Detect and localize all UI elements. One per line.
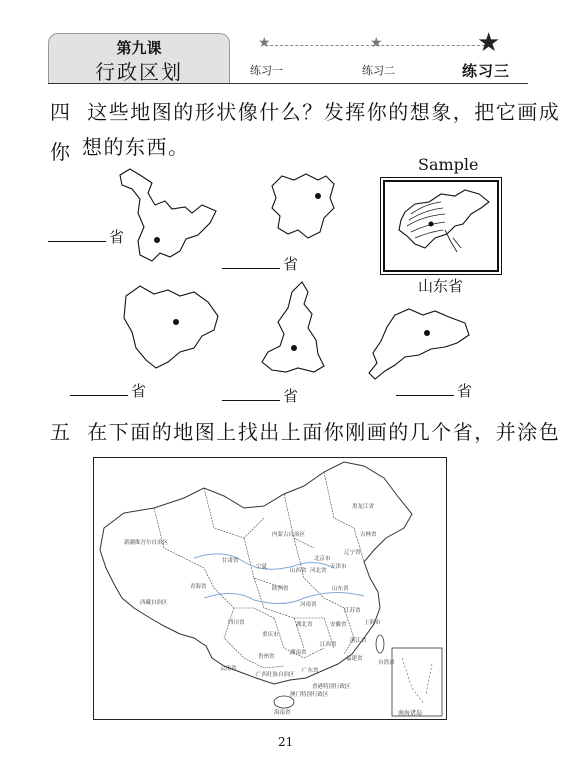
lesson-tab (48, 33, 230, 84)
question-5-text: 在下面的地图上找出上面你刚画的几个省，并涂色 (87, 420, 561, 444)
header-underline (48, 83, 528, 84)
map-label: 河北省 (310, 568, 327, 574)
map-label: 贵州省 (258, 654, 275, 660)
map-label: 青海省 (190, 584, 207, 590)
map-label: 台湾省 (378, 660, 395, 666)
sample-label: Sample (418, 155, 479, 174)
map-label: 澳门特别行政区 (290, 692, 329, 698)
map-label: 河南省 (300, 602, 317, 608)
map-label: 云南省 (220, 666, 237, 672)
map-label: 内蒙古自治区 (272, 532, 306, 538)
map-label: 湖北省 (296, 622, 313, 628)
star-current-icon: ★ (477, 28, 501, 58)
map-label: 宁夏 (256, 564, 268, 570)
question-4-number: 四 (50, 100, 72, 124)
lesson-number: 第九课 (116, 39, 162, 57)
province-outline-heilongjiang (110, 165, 220, 265)
map-label: 四川省 (228, 620, 245, 626)
map-label: 山东省 (332, 586, 349, 592)
map-label: 山西省 (290, 568, 307, 574)
star-icon: ★ (370, 35, 383, 51)
question-5-number: 五 (50, 420, 72, 444)
map-label: 甘肃省 (222, 558, 239, 564)
map-label: 西藏自治区 (140, 600, 168, 606)
lesson-title: 行政区划 (95, 60, 183, 84)
china-map (93, 457, 447, 720)
map-label: 福建省 (346, 656, 363, 662)
question-4-text: 这些地图的形状像什么？发挥你的想象，把它画成你 (50, 100, 561, 164)
province-outline-guangdong (365, 305, 475, 385)
star-icon: ★ (258, 35, 271, 51)
answer-blank[interactable]: 省 (222, 253, 298, 274)
map-label: 浙江省 (350, 638, 367, 644)
province-outline-shaanxi (258, 278, 328, 378)
exercise-3-label: 练习三 (462, 62, 511, 80)
map-inset-label: 南海诸岛 (398, 710, 423, 717)
map-label: 新疆维吾尔自治区 (124, 540, 169, 546)
map-label: 广东省 (302, 668, 319, 674)
answer-blank[interactable]: 省 (48, 226, 124, 247)
map-label: 北京市 (314, 556, 331, 562)
map-label: 上海市 (364, 620, 381, 626)
map-label: 天津市 (330, 564, 347, 570)
map-label: 广西壮族自治区 (256, 672, 295, 678)
map-label: 辽宁省 (344, 550, 361, 556)
map-label: 黑龙江省 (352, 504, 375, 510)
map-label: 安徽省 (330, 622, 347, 628)
question-5-line (50, 412, 560, 452)
sample-box (383, 180, 499, 272)
question-4-line2: 想的东西。 (82, 135, 190, 159)
province-outline-jilin (268, 172, 338, 242)
map-label: 江苏省 (344, 608, 361, 614)
map-label: 湖南省 (290, 650, 307, 656)
answer-blank[interactable]: 省 (222, 385, 298, 406)
map-label: 海南省 (274, 710, 291, 716)
map-label: 陕西省 (272, 586, 289, 592)
answer-blank[interactable]: 省 (396, 380, 472, 401)
answer-blank[interactable]: 省 (70, 380, 146, 401)
exercise-2-label: 练习二 (362, 64, 395, 77)
map-label: 吉林省 (360, 532, 377, 538)
province-outline-sichuan (118, 282, 223, 372)
page-number: 21 (278, 735, 294, 749)
map-label: 香港特别行政区 (312, 684, 351, 690)
sample-caption: 山东省 (418, 277, 464, 295)
map-label: 重庆市 (262, 632, 279, 638)
map-label: 江西省 (320, 642, 337, 648)
exercise-1-label: 练习一 (250, 64, 283, 77)
